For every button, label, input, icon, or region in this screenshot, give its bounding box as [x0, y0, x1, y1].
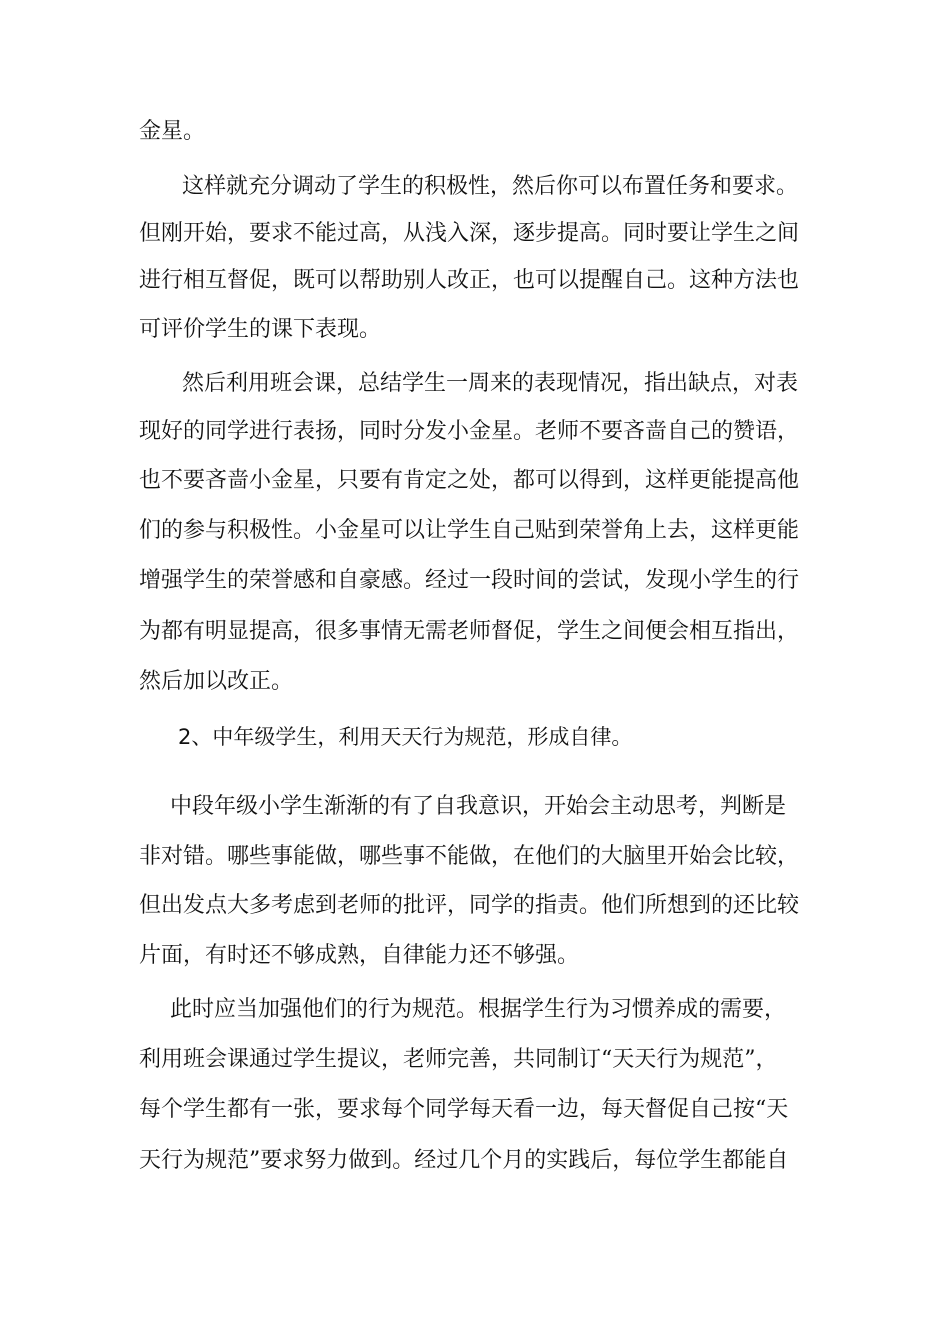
text-line: 可评价学生的课下表现。: [139, 317, 382, 342]
text-line: 但出发点大多考虑到老师的批评，同学的指责。他们所想到的还比较: [139, 893, 800, 918]
text-line: 然后利用班会课，总结学生一周来的表现情况，指出缺点，对表: [182, 371, 799, 396]
text-line: 片面，有时还不够成熟，自律能力还不够强。: [139, 943, 580, 968]
text-line: 每个学生都有一张，要求每个同学每天看一边，每天督促自己按“天: [139, 1097, 789, 1122]
text-line: 然后加以改正。: [139, 669, 294, 694]
text-line: 利用班会课通过学生提议，老师完善，共同制订“天天行为规范”，: [139, 1047, 778, 1072]
text-line: 天行为规范”要求努力做到。经过几个月的实践后，每位学生都能自: [139, 1148, 789, 1173]
text-line: 非对错。哪些事能做，哪些事不能做，在他们的大脑里开始会比较，: [139, 844, 800, 869]
text-line: 但刚开始，要求不能过高，从浅入深，逐步提高。同时要让学生之间: [139, 221, 800, 246]
text-line: 中段年级小学生渐渐的有了自我意识，开始会主动思考，判断是: [170, 794, 787, 819]
text-line: 增强学生的荣誉感和自豪感。经过一段时间的尝试，发现小学生的行: [139, 568, 800, 593]
text-line: 也不要吝啬小金星，只要有肯定之处，都可以得到，这样更能提高他: [139, 468, 800, 493]
text-line: 现好的同学进行表扬，同时分发小金星。老师不要吝啬自己的赞语，: [139, 419, 800, 444]
section-heading: 2、中年级学生，利用天天行为规范，形成自律。: [178, 725, 633, 749]
text-line: 这样就充分调动了学生的积极性，然后你可以布置任务和要求。: [182, 174, 799, 199]
text-line: 进行相互督促，既可以帮助别人改正，也可以提醒自己。这种方法也: [139, 268, 800, 293]
text-line: 们的参与积极性。小金星可以让学生自己贴到荣誉角上去，这样更能: [139, 518, 800, 543]
text-line: 金星。: [139, 119, 206, 144]
text-line: 此时应当加强他们的行为规范。根据学生行为习惯养成的需要，: [170, 997, 787, 1022]
text-line: 为都有明显提高，很多事情无需老师督促，学生之间便会相互指出，: [139, 619, 800, 644]
